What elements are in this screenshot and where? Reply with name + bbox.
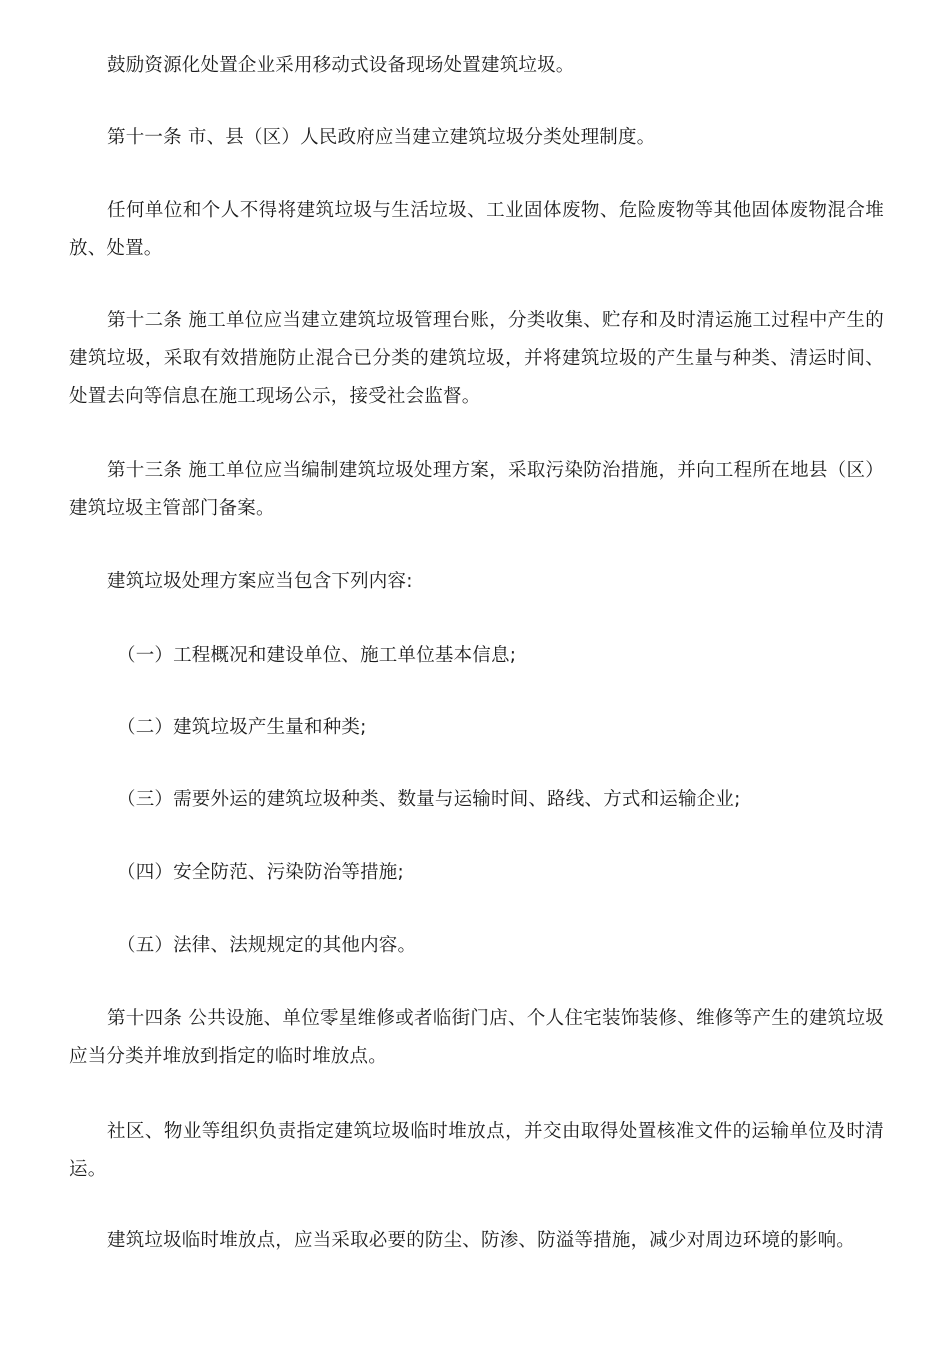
paragraph-article-13: 第十三条 施工单位应当编制建筑垃圾处理方案，采取污染防治措施，并向工程所在地县（区）建筑垃圾主管部门备案。 — [69, 460, 884, 519]
paragraph-community-sites: 社区、物业等组织负责指定建筑垃圾临时堆放点，并交由取得处置核准文件的运输单位及时清运。 — [69, 1121, 884, 1180]
list-item: （一）工程概况和建设单位、施工单位基本信息; — [117, 645, 517, 666]
list-item: （五）法律、法规规定的其他内容。 — [117, 935, 417, 956]
paragraph-resource-disposal: 鼓励资源化处置企业采用移动式设备现场处置建筑垃圾。 — [107, 55, 575, 76]
list-item: （二）建筑垃圾产生量和种类; — [117, 717, 367, 738]
paragraph-article-11: 第十一条 市、县（区）人民政府应当建立建筑垃圾分类处理制度。 — [107, 127, 656, 148]
paragraph-no-mixing: 任何单位和个人不得将建筑垃圾与生活垃圾、工业固体废物、危险废物等其他固体废物混合堆放、处置。 — [69, 200, 884, 259]
list-item: （四）安全防范、污染防治等措施; — [117, 862, 404, 883]
paragraph-article-12: 第十二条 施工单位应当建立建筑垃圾管理台账，分类收集、贮存和及时清运施工过程中产生的建筑垃圾，采取有效措施防止混合已分类的建筑垃圾，并将建筑垃圾的产生量与种类、清运时间、处置去向等信息在施工现场公示，接受社会监督。 — [69, 310, 884, 407]
paragraph-temporary-sites: 建筑垃圾临时堆放点，应当采取必要的防尘、防渗、防溢等措施，减少对周边环境的影响。 — [107, 1230, 856, 1251]
paragraph-plan-contents: 建筑垃圾处理方案应当包含下列内容: — [107, 571, 413, 592]
paragraph-article-14: 第十四条 公共设施、单位零星维修或者临街门店、个人住宅装饰装修、维修等产生的建筑垃圾应当分类并堆放到指定的临时堆放点。 — [69, 1008, 884, 1067]
list-item: （三）需要外运的建筑垃圾种类、数量与运输时间、路线、方式和运输企业; — [117, 789, 741, 810]
